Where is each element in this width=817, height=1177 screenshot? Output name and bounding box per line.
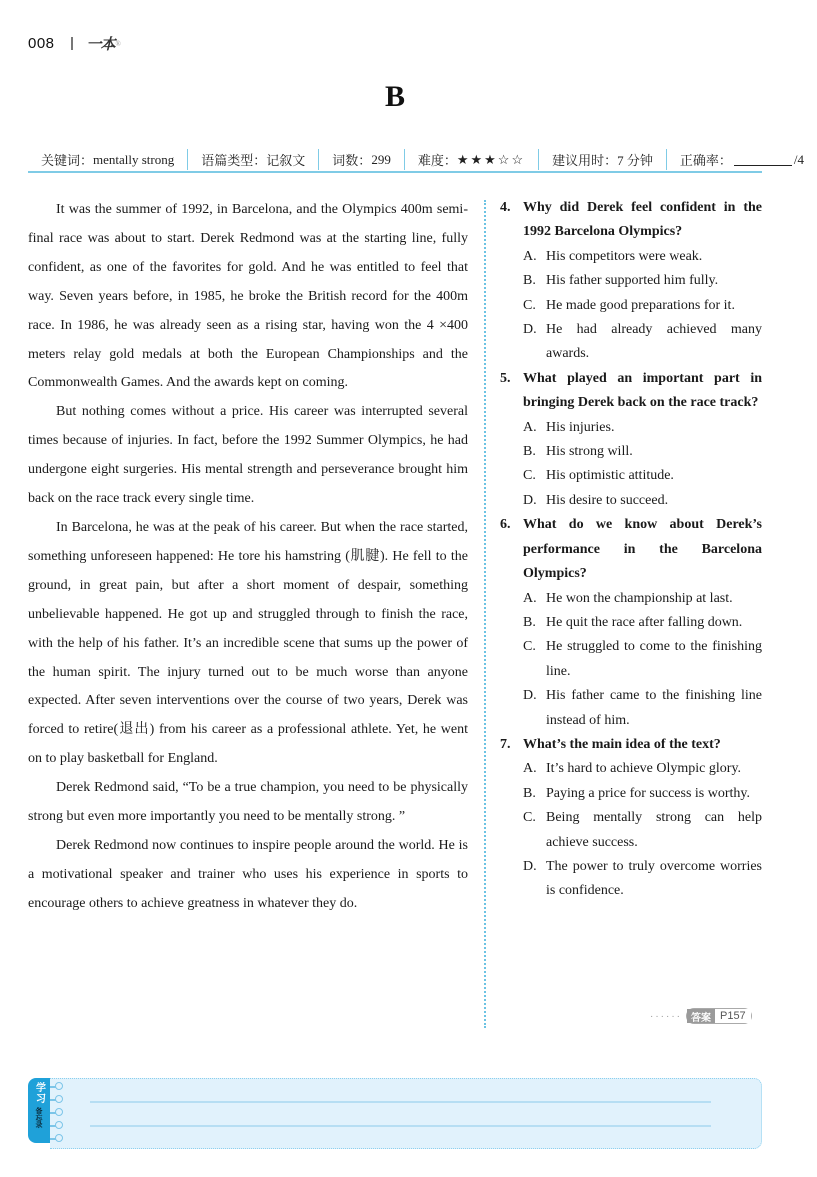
- time-label: 建议用时：: [552, 153, 618, 168]
- binder-ring-icon: [55, 1134, 63, 1142]
- keyword-label: 关键词：: [41, 153, 94, 168]
- word-count-cell: [319, 149, 405, 170]
- option-letter: A.: [523, 419, 537, 435]
- option-text: His optimistic attitude.: [546, 468, 674, 484]
- option-d[interactable]: [500, 318, 762, 367]
- option-text: Being mentally strong can help achieve success.: [546, 810, 762, 850]
- option-letter: A.: [523, 590, 537, 606]
- difficulty-cell: [405, 149, 539, 170]
- option-c[interactable]: [500, 464, 762, 488]
- genre-value: 记叙文: [266, 153, 306, 168]
- option-a[interactable]: [500, 757, 762, 781]
- binder-ring-icon: [55, 1082, 63, 1090]
- genre-cell: [188, 149, 319, 170]
- option-text: He made good preparations for it.: [546, 297, 735, 313]
- option-text: He had already achieved many awards.: [546, 322, 762, 362]
- keyword-value: mentally strong: [93, 151, 175, 167]
- option-text: The power to truly overcome worries is confidence.: [546, 858, 762, 899]
- accuracy-blank-field[interactable]: [734, 153, 792, 166]
- time-value: 7 分钟: [617, 153, 653, 168]
- memo-rule-line: [90, 1125, 711, 1127]
- accuracy-label: 正确率：: [679, 153, 732, 168]
- option-d[interactable]: [500, 489, 762, 513]
- page-header: [28, 33, 121, 54]
- answer-label: 答案: [687, 1009, 715, 1023]
- passage-paragraph: Derek Redmond said, “To be a true champion, you need to be physically strong but even more importantly you need to be mentally strong. ”: [28, 780, 468, 825]
- question-list: [500, 196, 762, 904]
- option-text: His competitors were weak.: [546, 248, 703, 264]
- question-text: Why did Derek feel confident in the 1992 Barcelona Olympics?: [523, 200, 762, 240]
- study-memo: [28, 1078, 762, 1150]
- accuracy-total: /4: [793, 151, 805, 167]
- answer-page: P157: [715, 1009, 751, 1023]
- option-letter: C.: [523, 639, 536, 655]
- genre-label: 语篇类型：: [201, 153, 267, 168]
- option-text: His desire to succeed.: [546, 492, 669, 508]
- option-a[interactable]: [500, 416, 762, 440]
- question-number: 7.: [500, 736, 511, 752]
- option-letter: D.: [523, 492, 537, 508]
- question-text: What played an important part in bringing Derek back on the race track?: [523, 370, 762, 411]
- option-letter: C.: [523, 810, 536, 826]
- option-letter: D.: [523, 858, 537, 874]
- question-stem: [500, 367, 762, 416]
- question-5: [500, 367, 762, 513]
- question-stem: [500, 196, 762, 245]
- difficulty-stars-icon: ★★★☆☆: [456, 151, 526, 167]
- passage-paragraph: In Barcelona, he was at the peak of his career. But when the race started, something unforeseen happened: He tore his hamstring (肌腱). He fell to the ground, in great pain, but after a short moment of despair, something unbelievable happened. He got up and struggled through to finish the race, with the help of his father. It’s an incredible scene that sums up the power of the human spirit. The injury turned out to be much worse than anyone expected. After seven interventions over the course of two years, Derek was forced to retire(退出) from his career as a professional athlete. Yet, he went on to play basketball for England.: [28, 519, 468, 767]
- option-a[interactable]: [500, 587, 762, 611]
- option-letter: C.: [523, 468, 536, 484]
- passage-paragraph: Derek Redmond now continues to inspire people around the world. He is a motivational speaker and trainer who uses his experience in sports to encourage others to achieve greatness in whatever they do.: [28, 837, 468, 911]
- option-c[interactable]: [500, 806, 762, 855]
- question-stem: [500, 733, 762, 757]
- passage-paragraph: It was the summer of 1992, in Barcelona, and the Olympics 400m semi-final race was about to start. Derek Redmond was at the starting line, fully confident, as one of the favorites for gold. And he was entitled to feel that way. Seven years before, in 1985, he broke the British record for the 400m race. In 1986, he was already seen as a rising star, having won the 4 ×400 meters relay gold medals at both the European Championships and the Commonwealth Games. And the awards kept on coming.: [28, 202, 468, 391]
- page-number: 008: [28, 35, 55, 52]
- question-stem: [500, 513, 762, 586]
- question-number: 5.: [500, 370, 511, 386]
- option-b[interactable]: [500, 782, 762, 806]
- reading-passage: [28, 196, 468, 919]
- option-letter: D.: [523, 688, 537, 704]
- question-4: [500, 196, 762, 367]
- time-cell: [539, 149, 667, 170]
- memo-note-area[interactable]: [50, 1078, 762, 1149]
- option-letter: B.: [523, 444, 536, 460]
- passage-paragraph: But nothing comes without a price. His career was interrupted several times because of injuries. In fact, before the 1992 Summer Olympics, he had undergone eight surgeries. His mental strength and perseverance brought him back on the race track every single time.: [28, 404, 468, 507]
- keyword-cell: [28, 149, 188, 170]
- option-c[interactable]: [500, 294, 762, 318]
- option-d[interactable]: [500, 855, 762, 904]
- column-divider: [484, 200, 486, 1028]
- option-letter: D.: [523, 322, 537, 338]
- binder-ring-icon: [55, 1095, 63, 1103]
- header-separator: [71, 37, 73, 50]
- question-text: What’s the main idea of the text?: [523, 736, 721, 752]
- option-letter: B.: [523, 273, 536, 289]
- memo-tab: [28, 1078, 50, 1143]
- option-letter: A.: [523, 248, 537, 264]
- brand-logo: 一本: [86, 35, 115, 53]
- question-7: [500, 733, 762, 904]
- word-count-label: 词数：: [332, 153, 372, 168]
- option-text: His father came to the finishing line instead of him.: [546, 688, 762, 728]
- answer-reference[interactable]: [650, 1008, 752, 1024]
- option-letter: C.: [523, 297, 536, 313]
- option-d[interactable]: [500, 684, 762, 733]
- memo-subtitle: 备忘录: [35, 1107, 43, 1128]
- option-letter: B.: [523, 614, 536, 630]
- option-text: It’s hard to achieve Olympic glory.: [546, 761, 742, 777]
- question-number: 4.: [500, 200, 511, 215]
- option-text: His injuries.: [546, 419, 615, 435]
- info-bar: [28, 148, 805, 173]
- option-text: His father supported him fully.: [546, 273, 719, 289]
- question-6: [500, 513, 762, 733]
- answer-badge: [686, 1008, 752, 1024]
- registered-mark: ®: [115, 39, 121, 48]
- option-b[interactable]: [500, 269, 762, 293]
- option-text: His strong will.: [546, 444, 633, 460]
- word-count-value: 299: [371, 151, 391, 167]
- question-text: What do we know about Derek’s performance in the Barcelona Olympics?: [523, 517, 762, 582]
- option-text: He struggled to come to the finishing line.: [546, 639, 762, 679]
- option-text: Paying a price for success is worthy.: [546, 785, 750, 801]
- option-c[interactable]: [500, 635, 762, 684]
- accuracy-cell: [667, 149, 817, 170]
- option-text: He quit the race after falling down.: [546, 614, 743, 630]
- binder-ring-icon: [55, 1121, 63, 1129]
- memo-rule-line: [90, 1101, 711, 1103]
- difficulty-label: 难度：: [417, 153, 457, 168]
- memo-title: 学习: [33, 1082, 45, 1104]
- leader-dots: ······: [650, 1010, 682, 1022]
- option-letter: A.: [523, 761, 537, 777]
- option-b[interactable]: [500, 611, 762, 635]
- option-text: He won the championship at last.: [546, 590, 733, 606]
- section-title: B: [384, 80, 405, 113]
- option-b[interactable]: [500, 440, 762, 464]
- binder-ring-icon: [55, 1108, 63, 1116]
- option-letter: B.: [523, 785, 536, 801]
- option-a[interactable]: [500, 245, 762, 269]
- question-number: 6.: [500, 517, 511, 533]
